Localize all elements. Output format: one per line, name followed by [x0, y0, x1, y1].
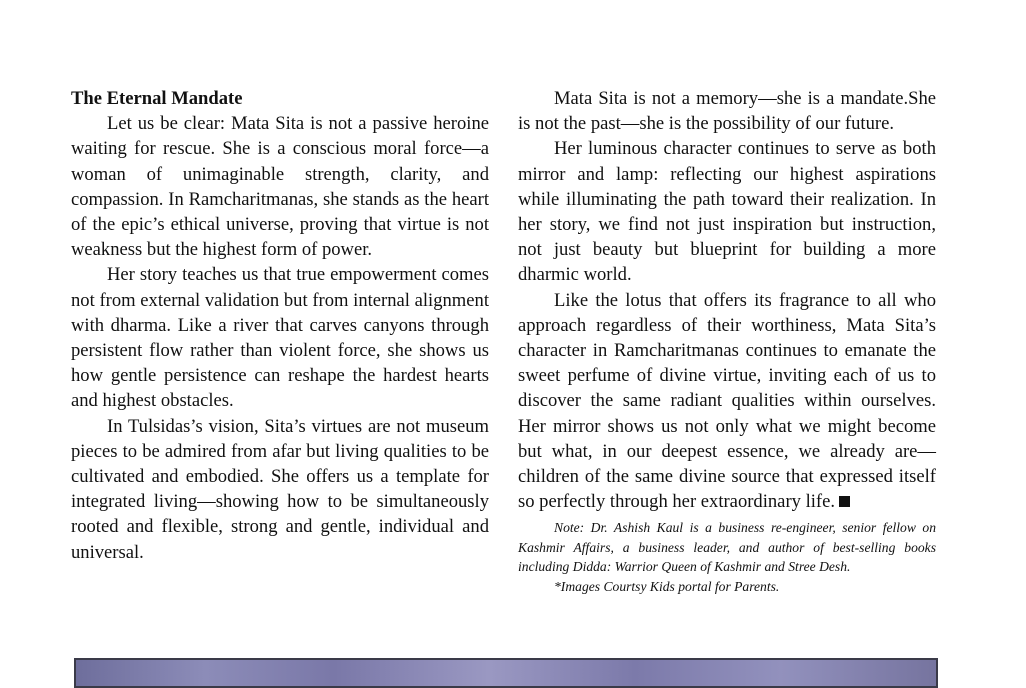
paragraph: Mata Sita is not a memory—she is a mandate.She is not the past—she is the possibility of our future.	[518, 88, 936, 135]
section-heading: The Eternal Mandate	[71, 88, 243, 109]
paragraph: Her luminous character continues to serve as both mirror and lamp: reflecting our highest aspirations while illuminating the path toward their realization. In her story, we find not just inspiration but instruction, not just beauty but blueprint for building a more dharmic world.	[518, 138, 936, 286]
image-credit: *Images Courtsy Kids portal for Parents.	[554, 578, 780, 594]
paragraph: In Tulsidas’s vision, Sita’s virtues are not museum pieces to be admired from afar but living qualities to be cultivated and embodied. She offers us a template for integrated living—showing how to be simultaneously rooted and flexible, strong and gentle, individual and universal.	[71, 415, 489, 563]
paragraph: Let us be clear: Mata Sita is not a passive heroine waiting for rescue. She is a conscious moral force—a woman of unimaginable strength, clarity, and compassion. In Ramcharitmanas, she stands as the heart of the epic’s ethical universe, proving that virtue is not weakness but the highest form of power.	[71, 113, 489, 261]
end-of-article-mark-icon	[839, 496, 850, 507]
right-column	[518, 86, 936, 596]
paragraph: Her story teaches us that true empowerment comes not from external validation but from internal alignment with dharma. Like a river that carves canyons through persistent flow rather than violent force, she shows us how gentle persistence can reshape the hardest hearts and highest obstacles.	[71, 264, 489, 412]
illustration-image-top-edge	[74, 658, 938, 688]
left-column	[71, 86, 489, 565]
closing-paragraph	[518, 288, 936, 515]
author-note: Note: Dr. Ashish Kaul is a business re-engineer, senior fellow on Kashmir Affairs, a business leader, and author of best-selling books including Didda: Warrior Queen of Kashmir and Stree Desh.	[518, 520, 936, 575]
closing-paragraph-text: Like the lotus that offers its fragrance to all who approach regardless of their worthiness, Mata Sita’s character in Ramcharitmanas continues to emanate the sweet perfume of divine virtue, inviting each of us to discover the same radiant qualities within ourselves. Her mirror shows us not only what we might become but what, in our deepest essence, we already are—children of the same divine source that expressed itself so perfectly through her extraordinary life.	[518, 289, 936, 513]
